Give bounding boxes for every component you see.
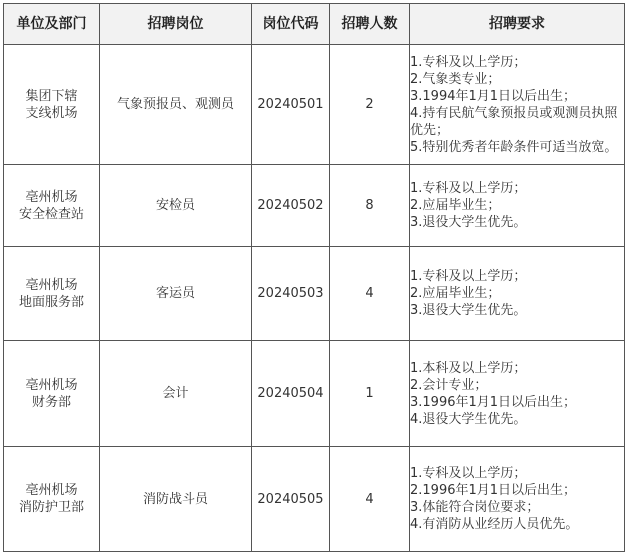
- requirements-cell: [410, 247, 625, 341]
- requirement-item: 2.应届毕业生；: [410, 286, 501, 301]
- requirement-item: 1.专科及以上学历；: [410, 466, 527, 481]
- count-cell: 1: [330, 341, 410, 447]
- requirement-item: 2.会计专业；: [410, 377, 488, 393]
- dept-line: 支线机场: [25, 105, 78, 121]
- header-code: 岗位代码: [252, 4, 330, 45]
- requirement-item: 1.专科及以上学历；: [410, 269, 527, 284]
- count-cell: 4: [330, 247, 410, 341]
- dept-cell: [4, 247, 100, 341]
- count-cell: 2: [330, 45, 410, 165]
- position-cell: 气象预报员、观测员: [100, 45, 252, 165]
- requirement-item: 2.应届毕业生；: [410, 198, 501, 213]
- header-position: 招聘岗位: [100, 4, 252, 45]
- position-cell: 安检员: [100, 165, 252, 247]
- requirements-cell: [410, 45, 625, 165]
- count-cell: 8: [330, 165, 410, 247]
- table-row: [4, 45, 625, 165]
- table-row: [4, 165, 625, 247]
- requirement-item: 5.特别优秀者年龄条件可适当放宽。: [410, 139, 618, 155]
- dept-line: 亳州机场: [25, 277, 78, 293]
- table-row: [4, 341, 625, 447]
- recruitment-table: [3, 3, 625, 552]
- requirement-item: 3.退役大学生优先。: [410, 303, 527, 318]
- requirement-item: 2.1996年1月1日以后出生；: [410, 483, 577, 498]
- header-count: 招聘人数: [330, 4, 410, 45]
- code-cell: 20240501: [252, 45, 330, 165]
- requirement-item: 4.持有民航气象预报员或观测员执照优先；: [410, 105, 618, 138]
- requirement-item: 3.退役大学生优先。: [410, 215, 527, 230]
- header-row: [4, 4, 625, 45]
- requirements-cell: [410, 341, 625, 447]
- position-cell: 消防战斗员: [100, 447, 252, 552]
- requirements-cell: [410, 165, 625, 247]
- code-cell: 20240502: [252, 165, 330, 247]
- requirement-item: 3.1996年1月1日以后出生；: [410, 394, 577, 410]
- dept-line: 亳州机场: [25, 189, 78, 205]
- header-dept: 单位及部门: [4, 4, 100, 45]
- position-cell: 会计: [100, 341, 252, 447]
- requirement-item: 2.气象类专业；: [410, 71, 501, 87]
- requirement-item: 3.1994年1月1日以后出生；: [410, 88, 577, 104]
- dept-line: 财务部: [31, 394, 71, 410]
- requirement-item: 1.专科及以上学历；: [410, 54, 527, 70]
- code-cell: 20240504: [252, 341, 330, 447]
- dept-cell: [4, 447, 100, 552]
- dept-cell: [4, 45, 100, 165]
- dept-cell: [4, 341, 100, 447]
- requirements-cell: [410, 447, 625, 552]
- header-requirements: 招聘要求: [410, 4, 625, 45]
- requirement-item: 4.有消防从业经历人员优先。: [410, 517, 579, 532]
- requirement-item: 4.退役大学生优先。: [410, 411, 527, 427]
- table-row: [4, 247, 625, 341]
- dept-line: 集团下辖: [25, 88, 78, 104]
- dept-line: 亳州机场: [25, 377, 78, 393]
- requirement-item: 1.本科及以上学历；: [410, 360, 527, 376]
- position-cell: 客运员: [100, 247, 252, 341]
- dept-line: 安全检查站: [18, 206, 84, 222]
- dept-line: 亳州机场: [25, 483, 78, 498]
- code-cell: 20240505: [252, 447, 330, 552]
- table-row: [4, 447, 625, 552]
- dept-line: 消防护卫部: [18, 500, 84, 515]
- code-cell: 20240503: [252, 247, 330, 341]
- requirement-item: 1.专科及以上学历；: [410, 181, 527, 196]
- count-cell: 4: [330, 447, 410, 552]
- dept-line: 地面服务部: [18, 294, 84, 310]
- dept-cell: [4, 165, 100, 247]
- requirement-item: 3.体能符合岗位要求；: [410, 500, 540, 515]
